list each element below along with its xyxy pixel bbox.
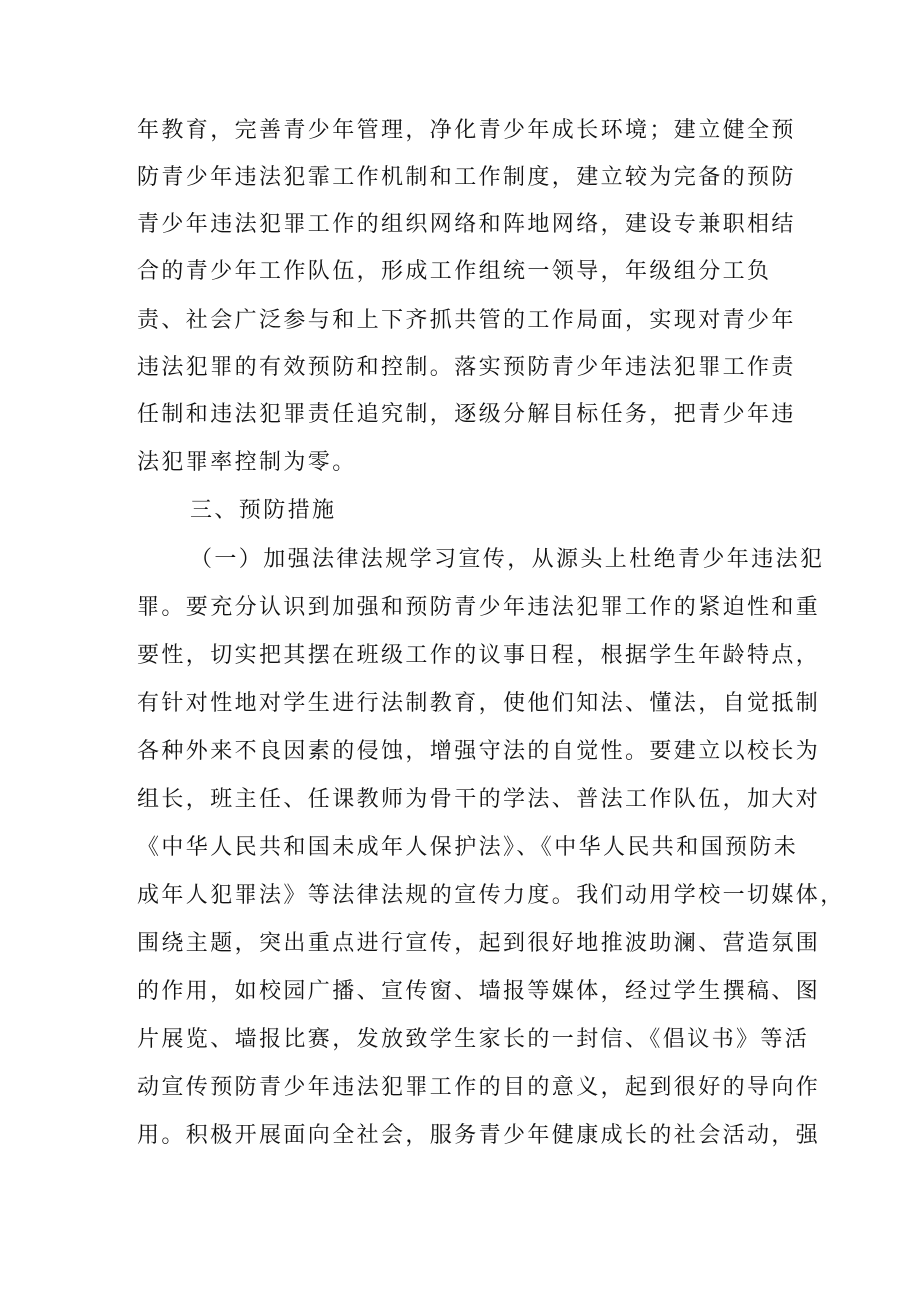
text-line: 《中华人民共和国未成年人保护法》、《中华人民共和国预防未 bbox=[137, 835, 799, 860]
text-line: 各种外来不良因素的侵蚀，增强守法的自觉性。要建立以校长为 bbox=[137, 739, 821, 764]
text-line: 合的青少年工作队伍，形成工作组统一领导，年级组分工负 bbox=[137, 259, 772, 284]
text-line: 责、社会广泛参与和上下齐抓共管的工作局面，实现对青少年 bbox=[137, 308, 796, 333]
text-line: 的作用，如校园广播、宣传窗、墙报等媒体，经过学生撰稿、图 bbox=[137, 979, 821, 1004]
text-line: 任制和违法犯罪责任追究制，逐级分解目标任务，把青少年违 bbox=[137, 402, 796, 427]
text-line: 片展览、墙报比赛，发放致学生家长的一封信、《倡议书》等活 bbox=[137, 1027, 810, 1052]
text-line: 要性，切实把其摆在班级工作的议事日程，根据学生年龄特点， bbox=[137, 643, 821, 668]
section-heading: 三、预防措施 bbox=[190, 498, 337, 523]
text-line: 防青少年违法犯霏工作机制和工作制度，建立较为完备的预防 bbox=[137, 165, 796, 190]
text-line: 动宣传预防青少年违法犯罪工作的目的意义，起到很好的导向作 bbox=[137, 1075, 821, 1100]
text-line: 有针对性地对学生进行法制教育，使他们知法、懂法，自觉抵制 bbox=[137, 691, 821, 716]
text-line: 成年人犯罪法》等法律法规的宣传力度。我们动用学校一切媒体， bbox=[137, 883, 845, 908]
text-line: 违法犯罪的有效预防和控制。落实预防青少年违法犯罪工作责 bbox=[137, 355, 796, 380]
subsection-heading-line: （一）加强法律法规学习宣传，从源头上杜绝青少年违法犯 bbox=[190, 547, 825, 572]
text-line: 罪。要充分认识到加强和预防青少年违法犯罪工作的紧迫性和重 bbox=[137, 595, 821, 620]
text-line: 青少年违法犯罪工作的组织网络和阵地网络，建设专兼职相结 bbox=[137, 212, 796, 237]
text-line: 年教育，完善青少年管理，净化青少年成长环境；建立健全预 bbox=[137, 118, 796, 143]
text-line: 用。积极开展面向全社会，服务青少年健康成长的社会活动，强 bbox=[137, 1123, 821, 1148]
text-line: 法犯罪率控制为零。 bbox=[137, 450, 357, 475]
text-line: 组长，班主任、任课教师为骨干的学法、普法工作队伍，加大对 bbox=[137, 787, 821, 812]
text-line: 围绕主题，突出重点进行宣传，起到很好地推波助澜、营造氛围 bbox=[137, 931, 821, 956]
